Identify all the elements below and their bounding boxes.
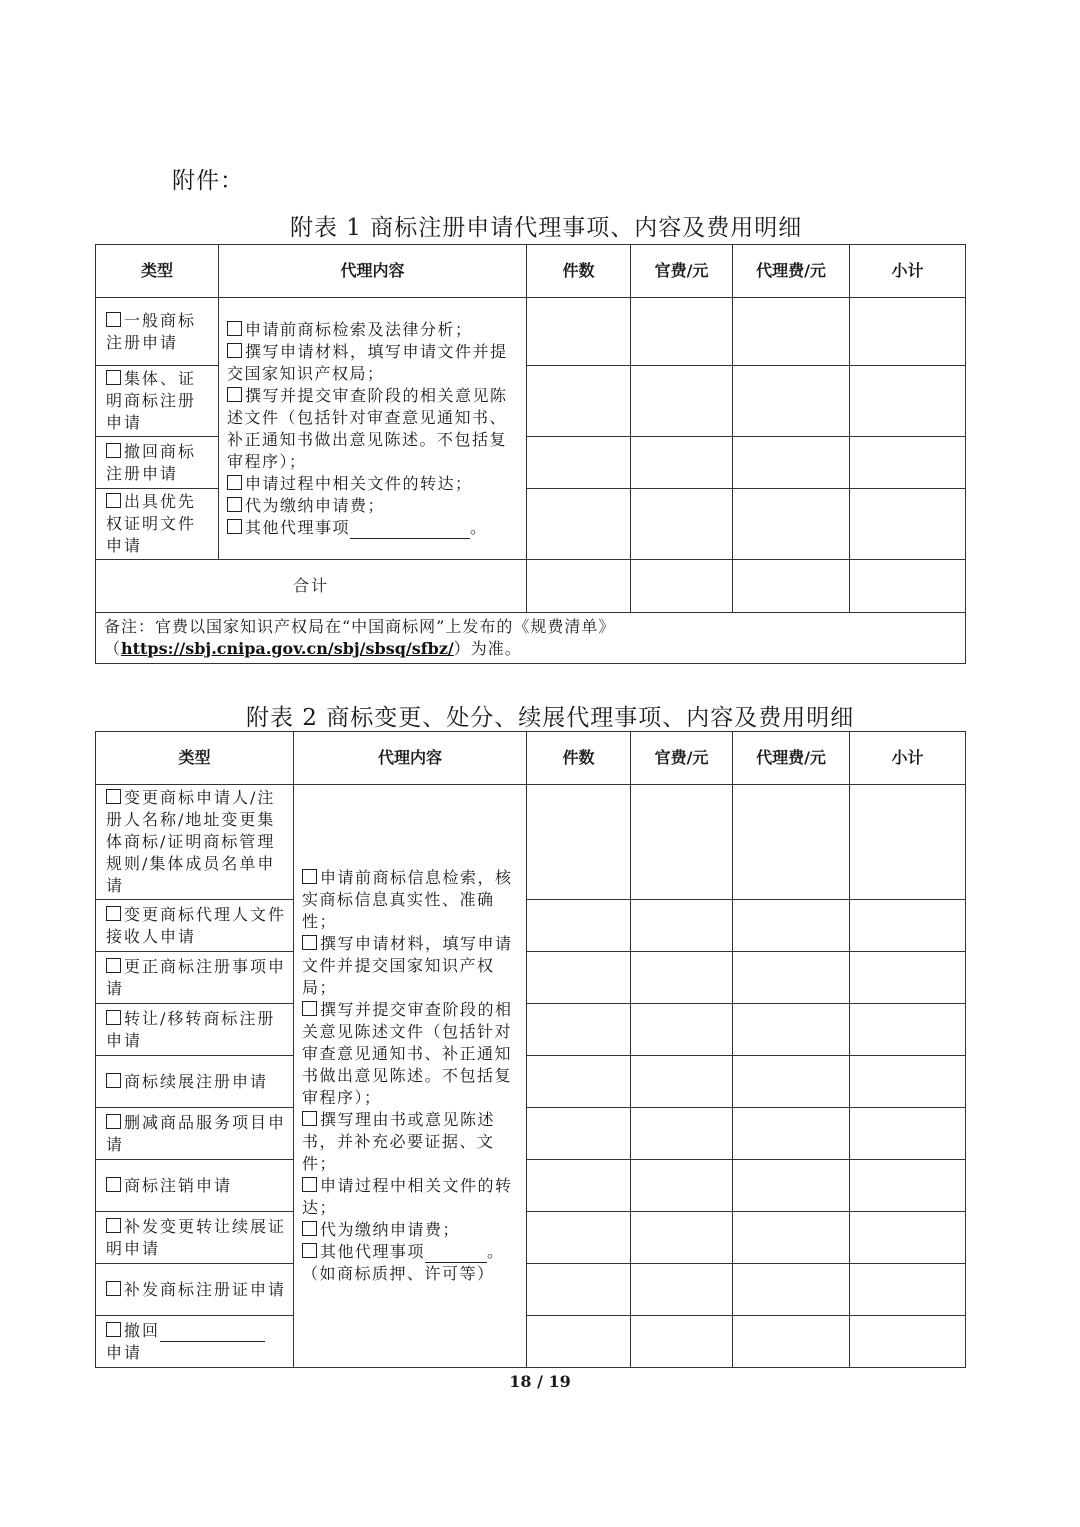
type-cell bbox=[96, 1264, 294, 1316]
cell-subtotal[interactable] bbox=[850, 366, 966, 437]
blank-line[interactable] bbox=[160, 1341, 265, 1342]
type-cell bbox=[96, 298, 219, 366]
checkbox-icon[interactable] bbox=[106, 1322, 121, 1337]
type-label: 商标续展注册申请 bbox=[124, 1071, 269, 1091]
checkbox-icon[interactable] bbox=[106, 370, 121, 385]
cell-count[interactable] bbox=[527, 560, 631, 613]
note-cell bbox=[96, 613, 966, 664]
type-cell bbox=[96, 1108, 294, 1160]
cell-subtotal[interactable] bbox=[850, 785, 966, 900]
cell-subtotal[interactable] bbox=[850, 1004, 966, 1056]
content-suffix: 。 bbox=[487, 1242, 505, 1261]
table-row bbox=[96, 1056, 966, 1108]
cell-official-fee[interactable] bbox=[631, 366, 733, 437]
checkbox-icon[interactable] bbox=[302, 1243, 317, 1258]
col-header-agency-fee: 代理费/元 bbox=[733, 245, 850, 298]
checkbox-icon[interactable] bbox=[106, 958, 121, 973]
type-label: 补发变更转让续展证明申请 bbox=[106, 1216, 287, 1258]
cell-official-fee[interactable] bbox=[631, 785, 733, 900]
cell-agency-fee[interactable] bbox=[733, 1056, 850, 1108]
checkbox-icon[interactable] bbox=[227, 387, 242, 402]
checkbox-icon[interactable] bbox=[227, 497, 242, 512]
cell-agency-fee[interactable] bbox=[733, 1264, 850, 1316]
checkbox-icon[interactable] bbox=[302, 1221, 317, 1236]
content-tail: （如商标质押、许可等） bbox=[302, 1264, 495, 1283]
cell-official-fee[interactable] bbox=[631, 437, 733, 489]
type-label: 撤回商标注册申请 bbox=[106, 441, 197, 483]
checkbox-icon[interactable] bbox=[106, 443, 121, 458]
cell-count[interactable] bbox=[527, 900, 631, 952]
cell-count[interactable] bbox=[527, 489, 631, 560]
table-row bbox=[96, 1316, 966, 1368]
note-row bbox=[96, 613, 966, 664]
checkbox-icon[interactable] bbox=[106, 1010, 121, 1025]
cell-subtotal[interactable] bbox=[850, 489, 966, 560]
type-cell bbox=[96, 437, 219, 489]
col-header-subtotal: 小计 bbox=[850, 245, 966, 298]
content-item: 代为缴纳申请费； bbox=[320, 1220, 461, 1239]
col-header-content: 代理内容 bbox=[219, 245, 527, 298]
cell-subtotal[interactable] bbox=[850, 1108, 966, 1160]
checkbox-icon[interactable] bbox=[106, 312, 121, 327]
type-label-suffix: 申请 bbox=[106, 1342, 143, 1362]
table1 bbox=[95, 244, 966, 664]
cell-subtotal[interactable] bbox=[850, 1056, 966, 1108]
table-row bbox=[96, 900, 966, 952]
cell-count[interactable] bbox=[527, 1108, 631, 1160]
col-header-type: 类型 bbox=[96, 245, 219, 298]
type-cell bbox=[96, 785, 294, 900]
type-cell bbox=[96, 1316, 294, 1368]
cell-agency-fee[interactable] bbox=[733, 560, 850, 613]
cell-official-fee[interactable] bbox=[631, 1004, 733, 1056]
attachment-label: 附件： bbox=[172, 168, 244, 194]
content-cell bbox=[219, 298, 527, 560]
cell-subtotal[interactable] bbox=[850, 1160, 966, 1212]
checkbox-icon[interactable] bbox=[106, 1114, 121, 1129]
table-row bbox=[96, 785, 966, 900]
type-cell bbox=[96, 900, 294, 952]
checkbox-icon[interactable] bbox=[227, 343, 242, 358]
cell-count[interactable] bbox=[527, 298, 631, 366]
cell-subtotal[interactable] bbox=[850, 437, 966, 489]
cell-count[interactable] bbox=[527, 1056, 631, 1108]
cell-count[interactable] bbox=[527, 1004, 631, 1056]
content-item: 撰写并提交审查阶段的相关意见陈述文件（包括针对审查意见通知书、补正通知书做出意见陈述。不包括复审程序）； bbox=[302, 1000, 513, 1107]
col-header-official-fee: 官费/元 bbox=[631, 245, 733, 298]
type-label: 转让/移转商标注册申请 bbox=[106, 1008, 276, 1050]
total-row bbox=[96, 560, 966, 613]
col-header-official-fee: 官费/元 bbox=[631, 732, 733, 785]
table-row bbox=[96, 1108, 966, 1160]
type-label: 变更商标代理人文件接收人申请 bbox=[106, 904, 287, 946]
content-item: 撰写理由书或意见陈述书，并补充必要证据、文件； bbox=[302, 1110, 496, 1173]
blank-line[interactable] bbox=[350, 538, 470, 539]
cell-agency-fee[interactable] bbox=[733, 1160, 850, 1212]
content-item: 申请过程中相关文件的转达； bbox=[245, 473, 473, 493]
note-text: 备注：官费以国家知识产权局在“中国商标网”上发布的《规费清单》（ bbox=[104, 617, 616, 658]
content-item: 其他代理事项 bbox=[320, 1242, 426, 1261]
cell-count[interactable] bbox=[527, 1264, 631, 1316]
table2 bbox=[95, 731, 966, 1368]
cell-subtotal[interactable] bbox=[850, 1264, 966, 1316]
checkbox-icon[interactable] bbox=[106, 1218, 121, 1233]
cell-subtotal[interactable] bbox=[850, 1212, 966, 1264]
content-item: 申请前商标信息检索，核实商标信息真实性、准确性； bbox=[302, 868, 513, 931]
checkbox-icon[interactable] bbox=[302, 1177, 317, 1192]
checkbox-icon[interactable] bbox=[227, 475, 242, 490]
table1-caption: 附表 1 商标注册申请代理事项、内容及费用明细 bbox=[290, 215, 803, 241]
col-header-subtotal: 小计 bbox=[850, 732, 966, 785]
col-header-type: 类型 bbox=[96, 732, 294, 785]
content-item: 申请前商标检索及法律分析； bbox=[245, 319, 473, 339]
type-label: 一般商标注册申请 bbox=[106, 310, 197, 352]
cell-count[interactable] bbox=[527, 437, 631, 489]
content-item: 撰写申请材料，填写申请文件并提交国家知识产权局； bbox=[227, 341, 508, 383]
content-item: 其他代理事项 bbox=[245, 517, 351, 537]
cell-agency-fee[interactable] bbox=[733, 437, 850, 489]
type-label: 出具优先权证明文件申请 bbox=[106, 492, 197, 555]
checkbox-icon[interactable] bbox=[106, 1281, 121, 1296]
type-label: 商标注销申请 bbox=[124, 1175, 233, 1195]
cell-agency-fee[interactable] bbox=[733, 298, 850, 366]
cell-official-fee[interactable] bbox=[631, 952, 733, 1004]
cell-official-fee[interactable] bbox=[631, 298, 733, 366]
checkbox-icon[interactable] bbox=[227, 519, 242, 534]
total-label: 合计 bbox=[96, 560, 527, 613]
checkbox-icon[interactable] bbox=[227, 321, 242, 336]
checkbox-icon[interactable] bbox=[106, 1073, 121, 1088]
type-cell bbox=[96, 1212, 294, 1264]
cell-agency-fee[interactable] bbox=[733, 366, 850, 437]
cell-count[interactable] bbox=[527, 1316, 631, 1368]
table1-header-row bbox=[96, 245, 966, 298]
table-row bbox=[96, 1160, 966, 1212]
cell-official-fee[interactable] bbox=[631, 1108, 733, 1160]
table-row bbox=[96, 1212, 966, 1264]
cell-official-fee[interactable] bbox=[631, 900, 733, 952]
cell-subtotal[interactable] bbox=[850, 1316, 966, 1368]
content-cell bbox=[294, 785, 527, 1368]
type-cell bbox=[96, 1160, 294, 1212]
page-number: 18 / 19 bbox=[509, 1372, 571, 1391]
content-item: 撰写并提交审查阶段的相关意见陈述文件（包括针对审查意见通知书、补正通知书做出意见陈述。不包括复审程序）； bbox=[227, 385, 508, 471]
table-row bbox=[96, 298, 966, 366]
type-cell bbox=[96, 1056, 294, 1108]
type-label: 撤回 bbox=[124, 1320, 161, 1340]
type-label: 集体、证明商标注册申请 bbox=[106, 369, 197, 432]
checkbox-icon[interactable] bbox=[302, 935, 317, 950]
type-cell bbox=[96, 952, 294, 1004]
checkbox-icon[interactable] bbox=[302, 869, 317, 884]
table2-header-row bbox=[96, 732, 966, 785]
cell-official-fee[interactable] bbox=[631, 1316, 733, 1368]
table2-caption: 附表 2 商标变更、处分、续展代理事项、内容及费用明细 bbox=[246, 705, 855, 731]
type-label: 删减商品服务项目申请 bbox=[106, 1112, 287, 1154]
type-label: 更正商标注册事项申请 bbox=[106, 956, 287, 998]
content-suffix: 。 bbox=[470, 517, 488, 537]
cell-subtotal[interactable] bbox=[850, 298, 966, 366]
note-text-end: ）为准。 bbox=[453, 639, 522, 658]
checkbox-icon[interactable] bbox=[106, 1177, 121, 1192]
cell-official-fee[interactable] bbox=[631, 489, 733, 560]
table-row bbox=[96, 1264, 966, 1316]
cell-subtotal[interactable] bbox=[850, 900, 966, 952]
cell-agency-fee[interactable] bbox=[733, 1212, 850, 1264]
table-row bbox=[96, 952, 966, 1004]
col-header-agency-fee: 代理费/元 bbox=[733, 732, 850, 785]
col-header-content: 代理内容 bbox=[294, 732, 527, 785]
table-row bbox=[96, 1004, 966, 1056]
type-cell bbox=[96, 1004, 294, 1056]
cell-agency-fee[interactable] bbox=[733, 489, 850, 560]
cell-official-fee[interactable] bbox=[631, 1056, 733, 1108]
type-label: 变更商标申请人/注册人名称/地址变更集体商标/证明商标管理规则/集体成员名单申请 bbox=[106, 788, 276, 895]
col-header-count: 件数 bbox=[527, 245, 631, 298]
type-cell bbox=[96, 366, 219, 437]
cell-count[interactable] bbox=[527, 785, 631, 900]
checkbox-icon[interactable] bbox=[302, 1111, 317, 1126]
content-item: 撰写申请材料，填写申请文件并提交国家知识产权局； bbox=[302, 934, 513, 997]
checkbox-icon[interactable] bbox=[106, 906, 121, 921]
content-item: 代为缴纳申请费； bbox=[245, 495, 386, 515]
type-cell bbox=[96, 489, 219, 560]
cell-count[interactable] bbox=[527, 1212, 631, 1264]
cell-official-fee[interactable] bbox=[631, 560, 733, 613]
checkbox-icon[interactable] bbox=[106, 493, 121, 508]
cell-official-fee[interactable] bbox=[631, 1160, 733, 1212]
content-item: 申请过程中相关文件的转达； bbox=[302, 1176, 513, 1217]
cell-subtotal[interactable] bbox=[850, 560, 966, 613]
type-label: 补发商标注册证申请 bbox=[124, 1279, 287, 1299]
cell-subtotal[interactable] bbox=[850, 952, 966, 1004]
cell-agency-fee[interactable] bbox=[733, 1316, 850, 1368]
cell-official-fee[interactable] bbox=[631, 1212, 733, 1264]
col-header-count: 件数 bbox=[527, 732, 631, 785]
fee-list-link[interactable]: https://sbj.cnipa.gov.cn/sbj/sbsq/sfbz/ bbox=[121, 639, 454, 658]
cell-count[interactable] bbox=[527, 1160, 631, 1212]
checkbox-icon[interactable] bbox=[302, 1001, 317, 1016]
cell-count[interactable] bbox=[527, 952, 631, 1004]
cell-agency-fee[interactable] bbox=[733, 1004, 850, 1056]
checkbox-icon[interactable] bbox=[106, 789, 121, 804]
cell-agency-fee[interactable] bbox=[733, 952, 850, 1004]
cell-agency-fee[interactable] bbox=[733, 785, 850, 900]
cell-agency-fee[interactable] bbox=[733, 900, 850, 952]
cell-count[interactable] bbox=[527, 366, 631, 437]
cell-agency-fee[interactable] bbox=[733, 1108, 850, 1160]
cell-official-fee[interactable] bbox=[631, 1264, 733, 1316]
